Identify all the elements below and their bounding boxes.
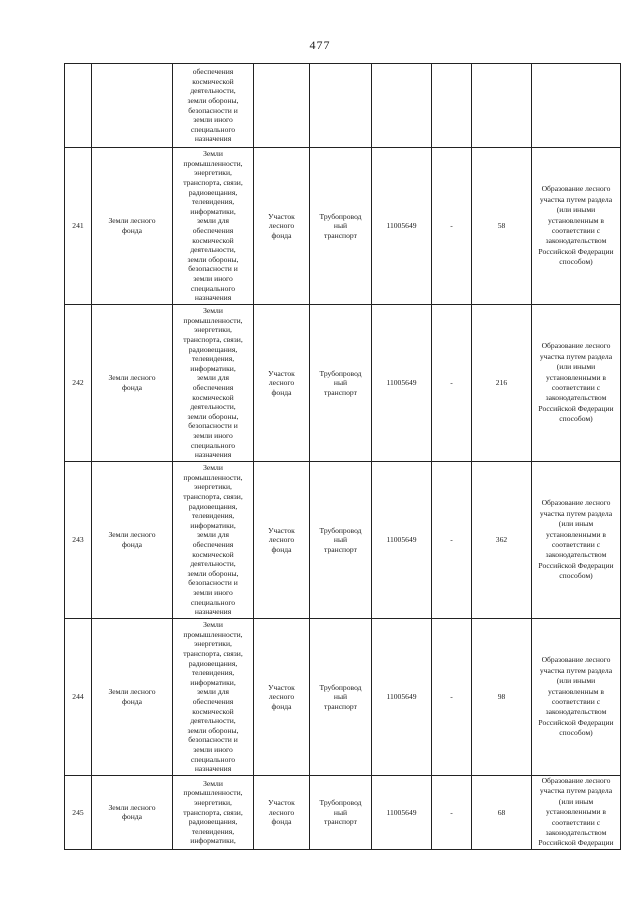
row-number-cell: 241 [65, 148, 92, 305]
plot-kind-text: Участок лесного фонда [268, 525, 295, 554]
table-row [65, 148, 621, 305]
land-purpose-cell [173, 462, 254, 619]
plot-kind-cell [254, 619, 310, 776]
land-category-cell [92, 148, 173, 305]
row-number-cell: 245 [65, 776, 92, 850]
code-cell: 11005649 [372, 776, 432, 850]
note-cell [532, 462, 621, 619]
land-purpose-text: Земли промышленности, энергетики, транспорта, связи, радиовещания, телевидения, информатики, земли для обеспечения космической деятельности, земли обороны, безопасности и земли иного специального назначения [183, 306, 243, 460]
dash-cell: - [432, 305, 472, 462]
dash-cell [432, 64, 472, 148]
row-number-cell: 243 [65, 462, 92, 619]
plot-kind-cell [254, 776, 310, 850]
land-purpose-text: Земли промышленности, энергетики, транспорта, связи, радиовещания, телевидения, информатики, [183, 778, 243, 846]
table-row [65, 305, 621, 462]
note-cell [532, 619, 621, 776]
object-type-cell [310, 462, 372, 619]
note-text: Образование лесного участка путем раздела (или иными установленными в соответствии с законодательством Российской Федерации способом) [538, 341, 614, 424]
row-number-cell [65, 64, 92, 148]
land-plots-table [64, 63, 621, 850]
plot-kind-text: Участок лесного фонда [268, 682, 295, 711]
note-text: Образование лесного участка путем раздела (или иным установленными в соответствии с законодательством Российской Федерации способом) [538, 498, 614, 581]
object-type-cell [310, 148, 372, 305]
land-category-text: Земли лесного фонда [108, 373, 156, 392]
object-type-text: Трубопровод ный транспорт [319, 525, 362, 554]
land-category-cell [92, 305, 173, 462]
code-cell: 11005649 [372, 148, 432, 305]
plot-kind-text: Участок лесного фонда [268, 798, 295, 827]
note-cell [532, 64, 621, 148]
table-row [65, 462, 621, 619]
area-value-cell: 362 [472, 462, 532, 619]
area-value-cell: 58 [472, 148, 532, 305]
note-text: Образование лесного участка путем раздела (или иными установленным в соответствии с законодательством Российской Федерации способом) [538, 655, 614, 738]
dash-cell: - [432, 462, 472, 619]
land-purpose-cell [173, 64, 254, 148]
code-cell: 11005649 [372, 305, 432, 462]
plot-kind-cell [254, 148, 310, 305]
land-purpose-cell [173, 776, 254, 850]
object-type-text: Трубопровод ный транспорт [319, 368, 362, 397]
area-value-cell: 68 [472, 776, 532, 850]
table-row [65, 776, 621, 850]
code-cell: 11005649 [372, 619, 432, 776]
object-type-cell [310, 619, 372, 776]
object-type-text: Трубопровод ный транспорт [319, 798, 362, 827]
land-category-cell [92, 64, 173, 148]
plot-kind-cell [254, 64, 310, 148]
land-purpose-text: Земли промышленности, энергетики, транспорта, связи, радиовещания, телевидения, информатики, земли для обеспечения космической деятельности, земли обороны, безопасности и земли иного специального назначения [183, 620, 243, 774]
note-cell [532, 776, 621, 850]
plot-kind-cell [254, 305, 310, 462]
object-type-text: Трубопровод ный транспорт [319, 682, 362, 711]
land-category-cell [92, 462, 173, 619]
land-purpose-cell [173, 619, 254, 776]
land-purpose-cell [173, 305, 254, 462]
land-category-cell [92, 619, 173, 776]
land-category-text: Земли лесного фонда [108, 530, 156, 549]
dash-cell: - [432, 619, 472, 776]
area-value-cell [472, 64, 532, 148]
object-type-cell [310, 305, 372, 462]
land-category-text: Земли лесного фонда [108, 216, 156, 235]
object-type-text: Трубопровод ный транспорт [319, 211, 362, 240]
note-cell [532, 305, 621, 462]
land-purpose-text: Земли промышленности, энергетики, транспорта, связи, радиовещания, телевидения, информатики, земли для обеспечения космической деятельности, земли обороны, безопасности и земли иного специального назначения [183, 463, 243, 617]
note-text: Образование лесного участка путем раздела (или иным установленными в соответствии с законодательством Российской Федерации [538, 776, 614, 848]
table-row [65, 64, 621, 148]
area-value-cell: 98 [472, 619, 532, 776]
row-number-cell: 242 [65, 305, 92, 462]
land-purpose-cell [173, 148, 254, 305]
plot-kind-text: Участок лесного фонда [268, 211, 295, 240]
land-purpose-text: обеспечения космической деятельности, земли обороны, безопасности и земли иного специального назначения [187, 67, 239, 144]
note-text: Образование лесного участка путем раздела (или иными установленным в соответствии с законодательством Российской Федерации способом) [538, 184, 614, 267]
object-type-cell [310, 64, 372, 148]
code-cell: 11005649 [372, 462, 432, 619]
note-cell [532, 148, 621, 305]
land-purpose-text: Земли промышленности, энергетики, транспорта, связи, радиовещания, телевидения, информатики, земли для обеспечения космической деятельности, земли обороны, безопасности и земли иного специального назначения [183, 149, 243, 303]
row-number-cell: 244 [65, 619, 92, 776]
dash-cell: - [432, 148, 472, 305]
land-category-text: Земли лесного фонда [108, 687, 156, 706]
page-number: 477 [309, 38, 331, 52]
table-row [65, 619, 621, 776]
dash-cell: - [432, 776, 472, 850]
land-category-cell [92, 776, 173, 850]
plot-kind-cell [254, 462, 310, 619]
object-type-cell [310, 776, 372, 850]
code-cell [372, 64, 432, 148]
land-category-text: Земли лесного фонда [108, 802, 156, 822]
plot-kind-text: Участок лесного фонда [268, 368, 295, 397]
area-value-cell: 216 [472, 305, 532, 462]
